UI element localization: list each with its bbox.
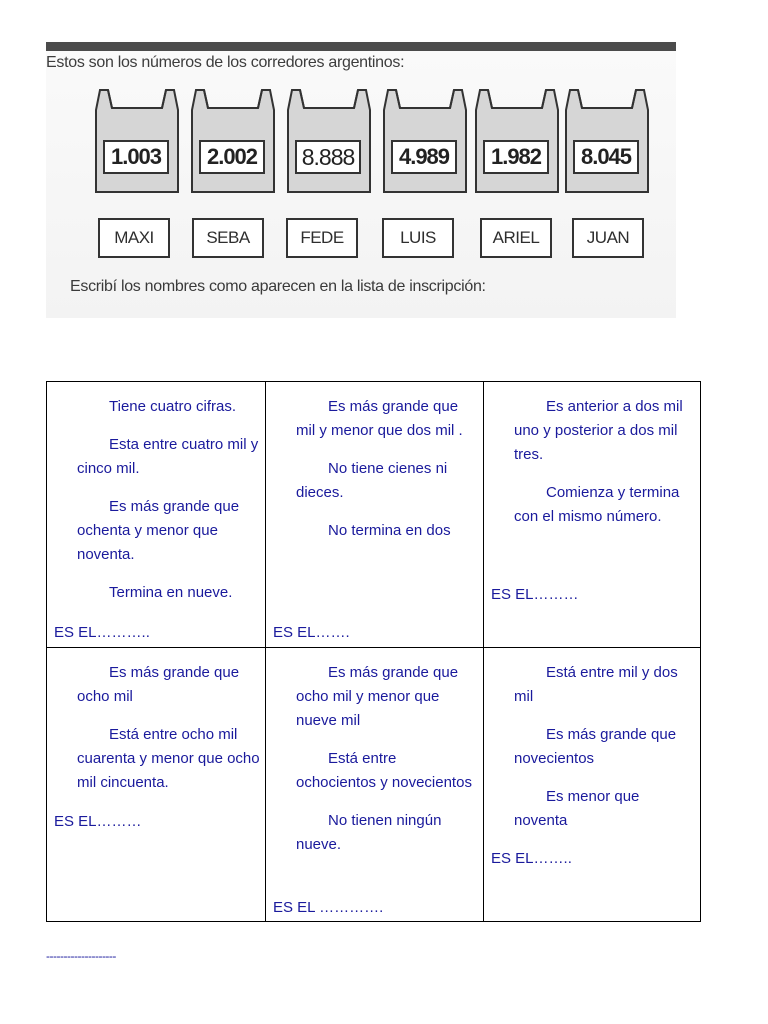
footer-dashed-rule: --------------------: [46, 949, 116, 963]
answer-blank: ES EL………..: [54, 624, 150, 641]
name-box-luis: LUIS: [382, 218, 454, 258]
clue-text: No termina en dos: [328, 522, 451, 539]
clue-text: Es más grande que ochenta y menor que noventa.: [77, 498, 240, 563]
name-box-maxi: MAXI: [98, 218, 170, 258]
runner-bag-fede: [286, 88, 372, 194]
name-box-juan: JUAN: [572, 218, 644, 258]
name-box-ariel: ARIEL: [480, 218, 552, 258]
image-top-bar: [46, 42, 676, 51]
clue-text: Es más grande que novecientos: [514, 726, 677, 767]
bib-number: 4.989: [391, 140, 457, 174]
name-box-fede: FEDE: [286, 218, 358, 258]
clue-text: Esta entre cuatro mil y cinco mil.: [77, 436, 259, 477]
clue-cell: [266, 648, 484, 922]
clue-text: Es más grande que ocho mil y menor que nueve mil: [296, 664, 459, 729]
bib-number: 1.982: [483, 140, 549, 174]
clue-cell: [47, 382, 266, 648]
runner-bag-maxi: [94, 88, 180, 194]
clue-cell: [484, 648, 701, 922]
clue-cell: [266, 382, 484, 648]
clue-row: [47, 382, 701, 648]
clue-text: No tiene cienes ni dieces.: [296, 460, 448, 501]
answer-blank: ES EL ………….: [273, 899, 384, 916]
bib-number: 8.888: [295, 140, 361, 174]
clue-text: Termina en nueve.: [109, 584, 233, 601]
clue-text: Es anterior a dos mil uno y posterior a dos mil tres.: [514, 398, 683, 463]
answer-blank: ES EL………: [54, 813, 142, 830]
bib-number: 8.045: [573, 140, 639, 174]
clue-text: Está entre mil y dos mil: [514, 664, 678, 705]
clue-text: Tiene cuatro cifras.: [109, 398, 236, 415]
bib-number: 2.002: [199, 140, 265, 174]
clue-text: Es menor que noventa: [514, 788, 640, 829]
clue-text: Es más grande que ocho mil: [77, 664, 240, 705]
clue-row: [47, 648, 701, 922]
bib-number: 1.003: [103, 140, 169, 174]
runner-bag-seba: [190, 88, 276, 194]
runner-bag-juan: [564, 88, 650, 194]
clue-text: No tienen ningún nueve.: [296, 812, 442, 853]
answer-blank: ES EL………: [491, 586, 579, 603]
clue-text: Está entre ocho mil cuarenta y menor que ocho mil cincuenta.: [77, 726, 260, 791]
clue-text: Está entre ochocientos y novecientos: [296, 750, 472, 791]
worksheet-instruction: Escribí los nombres como aparecen en la lista de inscripción:: [70, 278, 486, 295]
worksheet-heading: Estos son los números de los corredores argentinos:: [46, 54, 405, 71]
clue-text: Comienza y termina con el mismo número.: [514, 484, 680, 525]
answer-blank: ES EL…….: [273, 624, 350, 641]
clue-text: Es más grande que mil y menor que dos mil .: [296, 398, 463, 439]
clue-cell: [484, 382, 701, 648]
runner-bag-ariel: [474, 88, 560, 194]
clue-cell: [47, 648, 266, 922]
worksheet-image: [46, 42, 676, 318]
runner-bag-luis: [382, 88, 468, 194]
clue-table: [46, 381, 701, 922]
answer-blank: ES EL……..: [491, 850, 572, 867]
name-box-seba: SEBA: [192, 218, 264, 258]
